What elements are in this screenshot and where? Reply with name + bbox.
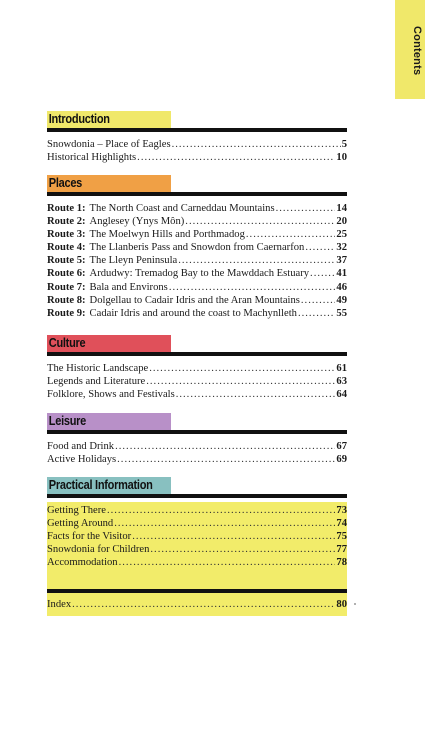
toc-entry-page: 5 [341, 139, 347, 150]
route-title: Cadair Idris and around the coast to Machynlleth [89, 307, 297, 319]
toc-entry[interactable] [47, 228, 347, 241]
route-title: Bala and Environs [89, 281, 168, 293]
section-title-places: Places [48, 176, 83, 190]
toc-entry[interactable] [47, 138, 347, 151]
toc-entry-page: 77 [336, 544, 347, 556]
toc-entry-page: 75 [336, 531, 347, 543]
toc-entry-title [47, 202, 275, 215]
dot-leader [119, 556, 336, 569]
toc-entry-title [47, 241, 304, 254]
dot-leader [310, 267, 335, 280]
toc-entry-title [47, 281, 168, 294]
toc-entry[interactable] [47, 294, 347, 307]
toc-entry-page: 14 [336, 203, 347, 214]
toc-entry-title: Historical Highlights [47, 152, 137, 164]
section-title-leisure: Leisure [48, 414, 87, 428]
section-title-practical: Practical Information [48, 478, 153, 492]
section-introduction [47, 111, 347, 164]
section-header-leisure [47, 413, 347, 430]
dot-leader [301, 294, 336, 307]
toc-entry-page: 64 [336, 389, 347, 401]
toc-entry-page: 10 [336, 152, 347, 164]
dot-leader [72, 598, 335, 611]
speck-mark [354, 603, 356, 605]
route-number: Route 6: [47, 268, 86, 280]
toc-entry[interactable] [47, 202, 347, 215]
toc-entry-page: 55 [336, 307, 347, 319]
toc-entry-title: Snowdonia – Place of Eagles [47, 139, 171, 150]
toc-entry-page: 25 [336, 229, 347, 241]
dot-leader [115, 440, 335, 453]
dot-leader [132, 530, 335, 543]
toc-entry[interactable] [47, 307, 347, 320]
route-number: Route 4: [47, 242, 86, 254]
toc-entry-page: 73 [336, 505, 347, 516]
section-header-introduction [47, 111, 347, 128]
toc-entry[interactable] [47, 281, 347, 294]
toc-list-practical [47, 502, 347, 569]
section-rule [47, 494, 347, 498]
dot-leader [150, 543, 335, 556]
route-number: Route 9: [47, 307, 86, 319]
dot-leader [246, 228, 336, 241]
toc-entry-title: Facts for the Visitor [47, 531, 132, 543]
toc-entry-page: 37 [336, 255, 347, 267]
toc-entry-page: 49 [336, 294, 347, 306]
toc-entry[interactable] [47, 440, 347, 453]
dot-leader [298, 307, 335, 320]
toc-entry-title: Index [47, 599, 72, 610]
toc-entry[interactable] [47, 388, 347, 401]
section-practical [47, 477, 347, 593]
dot-leader [114, 517, 335, 530]
section-index [47, 589, 347, 616]
toc-entry[interactable] [47, 517, 347, 530]
toc-entry-title: Accommodation [47, 557, 118, 569]
section-title-introduction: Introduction [48, 112, 110, 126]
route-title: The Llanberis Pass and Snowdon from Caernarfon [89, 242, 305, 254]
dot-leader [149, 362, 335, 375]
toc-entry-title: Legends and Literature [47, 376, 146, 388]
toc-entry-title [47, 294, 300, 307]
section-header-places [47, 175, 347, 192]
toc-entry-page: 69 [336, 454, 347, 466]
section-places [47, 175, 347, 320]
route-number: Route 7: [47, 281, 86, 293]
route-title: The Moelwyn Hills and Porthmadog [89, 229, 245, 241]
toc-entry-title: The Historic Landscape [47, 363, 149, 374]
dot-leader [276, 202, 336, 215]
toc-entry[interactable] [47, 504, 347, 517]
toc-entry-title: Getting There [47, 505, 106, 516]
route-title: Ardudwy: Tremadog Bay to the Mawddach Estuary [89, 268, 310, 280]
section-header-practical [47, 477, 347, 494]
toc-entry-title [47, 215, 184, 228]
toc-entry[interactable] [47, 254, 347, 267]
toc-entry-title: Food and Drink [47, 441, 115, 452]
section-rule [47, 352, 347, 356]
toc-entry-index[interactable] [47, 598, 347, 611]
dot-leader [169, 281, 336, 294]
toc-entry[interactable] [47, 267, 347, 280]
toc-entry[interactable] [47, 362, 347, 375]
section-rule [47, 192, 347, 196]
section-leisure [47, 413, 347, 466]
section-culture [47, 335, 347, 401]
contents-tab[interactable] [395, 0, 425, 99]
route-number: Route 3: [47, 229, 86, 241]
toc-list-introduction [47, 138, 347, 164]
toc-entry-page: 46 [336, 281, 347, 293]
toc-entry-page: 20 [336, 216, 347, 228]
toc-entry-title: Snowdonia for Children [47, 544, 150, 556]
toc-entry[interactable] [47, 543, 347, 556]
toc-entry[interactable] [47, 453, 347, 466]
toc-entry-title [47, 307, 297, 320]
dot-leader [185, 215, 335, 228]
route-title: Dolgellau to Cadair Idris and the Aran Mountains [89, 294, 300, 306]
route-number: Route 1: [47, 203, 86, 214]
toc-entry-title [47, 228, 245, 241]
section-rule [47, 430, 347, 434]
dot-leader [305, 241, 335, 254]
dot-leader [172, 138, 341, 151]
toc-entry-title: Folklore, Shows and Festivals [47, 389, 175, 401]
dot-leader [176, 388, 336, 401]
route-number: Route 8: [47, 294, 86, 306]
dot-leader [117, 453, 335, 466]
toc-entry[interactable] [47, 215, 347, 228]
dot-leader [178, 254, 335, 267]
toc-entry[interactable] [47, 151, 347, 164]
route-number: Route 2: [47, 216, 86, 228]
toc-entry-title [47, 267, 309, 280]
practical-highlight-box [47, 502, 347, 593]
toc-entry-title: Getting Around [47, 518, 114, 530]
dot-leader [137, 151, 335, 164]
toc-list-places [47, 202, 347, 320]
toc-list-leisure [47, 440, 347, 466]
route-title: Anglesey (Ynys Môn) [89, 216, 185, 228]
toc-entry[interactable] [47, 375, 347, 388]
toc-entry-title [47, 254, 177, 267]
toc-entry-page: 67 [336, 441, 347, 452]
toc-entry-page: 61 [336, 363, 347, 374]
section-header-culture [47, 335, 347, 352]
toc-entry-page: 74 [336, 518, 347, 530]
toc-entry[interactable] [47, 241, 347, 254]
toc-entry-page: 32 [336, 242, 347, 254]
toc-entry-page: 80 [336, 599, 347, 610]
toc-entry[interactable] [47, 556, 347, 569]
contents-tab-label: Contents [411, 26, 423, 76]
index-highlight-box [47, 593, 347, 616]
dot-leader [107, 504, 335, 517]
route-number: Route 5: [47, 255, 86, 267]
toc-entry-title: Active Holidays [47, 454, 117, 466]
route-title: The North Coast and Carneddau Mountains [89, 203, 275, 214]
dot-leader [146, 375, 335, 388]
toc-list-culture [47, 362, 347, 401]
section-title-culture: Culture [48, 336, 86, 350]
section-rule [47, 128, 347, 132]
route-title: The Lleyn Peninsula [89, 255, 178, 267]
toc-entry-page: 41 [336, 268, 347, 280]
toc-entry[interactable] [47, 530, 347, 543]
toc-entry-page: 63 [336, 376, 347, 388]
toc-entry-page: 78 [336, 557, 347, 569]
